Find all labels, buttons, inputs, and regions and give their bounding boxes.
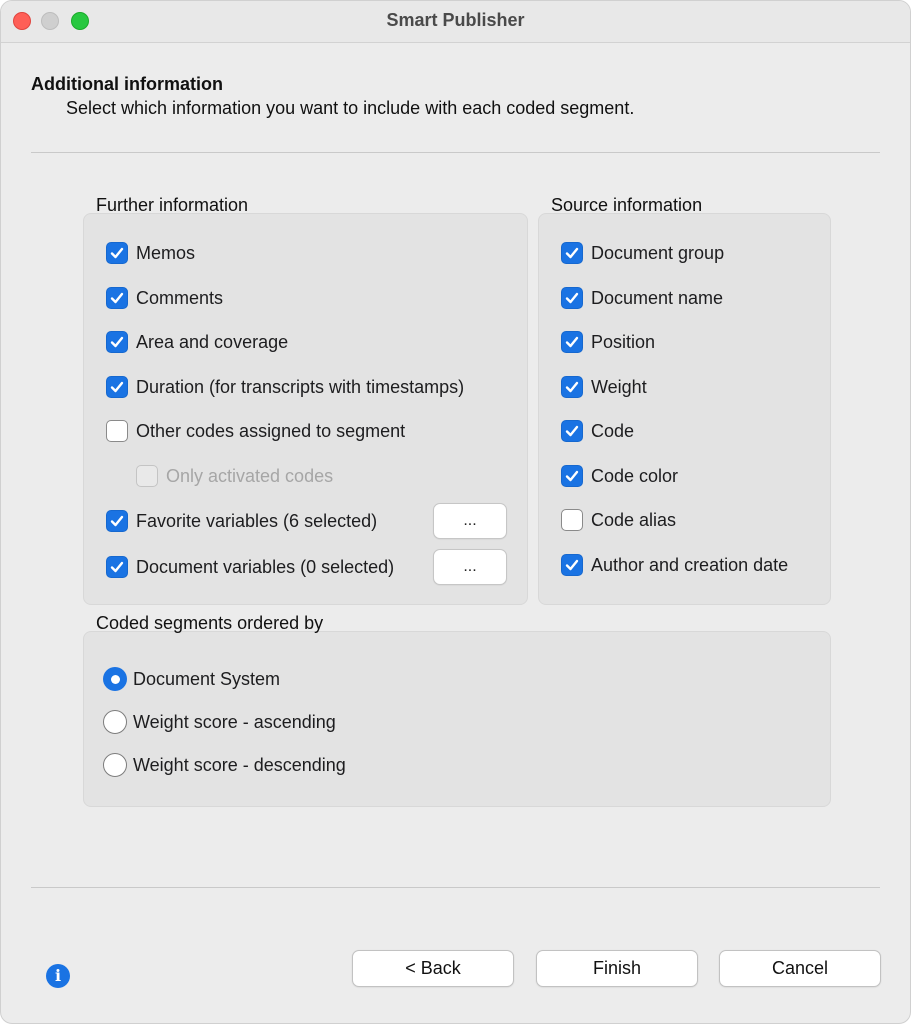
position-checkbox-row[interactable] bbox=[561, 330, 655, 354]
favorite-variables-checkbox[interactable] bbox=[106, 510, 128, 532]
area-coverage-checkbox-row[interactable] bbox=[106, 330, 288, 354]
author-creation-date-label: Author and creation date bbox=[591, 554, 789, 575]
document-variables-checkbox-row[interactable] bbox=[106, 555, 394, 579]
bottom-divider bbox=[31, 887, 880, 888]
order-weight-ascending-row[interactable] bbox=[103, 709, 336, 735]
order-weight-ascending-radio[interactable] bbox=[103, 710, 127, 734]
memos-checkbox-row[interactable] bbox=[106, 241, 195, 265]
document-name-checkbox[interactable] bbox=[561, 287, 583, 309]
position-label: Position bbox=[591, 331, 656, 352]
document-variables-more-button[interactable]: ... bbox=[433, 549, 507, 585]
other-codes-checkbox[interactable] bbox=[106, 420, 128, 442]
only-activated-codes-checkbox bbox=[136, 465, 158, 487]
further-information-title: Further information bbox=[96, 195, 249, 215]
other-codes-checkbox-row[interactable] bbox=[106, 419, 405, 443]
author-creation-date-checkbox-row[interactable] bbox=[561, 553, 788, 577]
code-checkbox-row[interactable] bbox=[561, 419, 634, 443]
area-coverage-checkbox[interactable] bbox=[106, 331, 128, 353]
code-color-checkbox[interactable] bbox=[561, 465, 583, 487]
weight-checkbox-row[interactable] bbox=[561, 375, 647, 399]
order-document-system-label: Document System bbox=[133, 668, 281, 689]
weight-checkbox[interactable] bbox=[561, 376, 583, 398]
section-description: Select which information you want to include with each coded segment. bbox=[66, 98, 635, 118]
code-alias-checkbox[interactable] bbox=[561, 509, 583, 531]
document-group-label: Document group bbox=[591, 242, 725, 263]
order-weight-descending-radio[interactable] bbox=[103, 753, 127, 777]
order-weight-descending-label: Weight score - descending bbox=[133, 754, 346, 775]
code-color-checkbox-row[interactable] bbox=[561, 464, 678, 488]
favorite-variables-checkbox-row[interactable] bbox=[106, 509, 377, 533]
code-checkbox[interactable] bbox=[561, 420, 583, 442]
document-variables-label: Document variables (0 selected) bbox=[136, 556, 395, 577]
section-heading: Additional information bbox=[31, 74, 223, 94]
memos-checkbox[interactable] bbox=[106, 242, 128, 264]
source-information-group bbox=[538, 213, 831, 605]
other-codes-label: Other codes assigned to segment bbox=[136, 420, 406, 441]
document-group-checkbox[interactable] bbox=[561, 242, 583, 264]
code-label: Code bbox=[591, 420, 635, 441]
favorite-variables-label: Favorite variables (6 selected) bbox=[136, 510, 378, 531]
document-name-checkbox-row[interactable] bbox=[561, 286, 723, 310]
code-alias-label: Code alias bbox=[591, 509, 677, 530]
order-document-system-radio[interactable] bbox=[103, 667, 127, 691]
comments-checkbox[interactable] bbox=[106, 287, 128, 309]
favorite-variables-more-button[interactable]: ... bbox=[433, 503, 507, 539]
comments-label: Comments bbox=[136, 287, 224, 308]
code-color-label: Code color bbox=[591, 465, 679, 486]
source-information-title: Source information bbox=[551, 195, 703, 215]
memos-label: Memos bbox=[136, 242, 196, 263]
duration-checkbox[interactable] bbox=[106, 376, 128, 398]
only-activated-codes-label: Only activated codes bbox=[166, 465, 334, 486]
duration-label: Duration (for transcripts with timestamps) bbox=[136, 376, 465, 397]
document-name-label: Document name bbox=[591, 287, 724, 308]
finish-button[interactable]: Finish bbox=[536, 950, 698, 987]
position-checkbox[interactable] bbox=[561, 331, 583, 353]
document-variables-checkbox[interactable] bbox=[106, 556, 128, 578]
order-weight-descending-row[interactable] bbox=[103, 752, 346, 778]
back-button[interactable]: < Back bbox=[352, 950, 514, 987]
order-document-system-row[interactable] bbox=[103, 666, 280, 692]
title-bar bbox=[1, 1, 910, 43]
author-creation-date-checkbox[interactable] bbox=[561, 554, 583, 576]
duration-checkbox-row[interactable] bbox=[106, 375, 464, 399]
comments-checkbox-row[interactable] bbox=[106, 286, 223, 310]
ordering-title: Coded segments ordered by bbox=[96, 613, 324, 633]
document-group-checkbox-row[interactable] bbox=[561, 241, 724, 265]
only-activated-codes-checkbox-row bbox=[136, 464, 333, 488]
cancel-button[interactable]: Cancel bbox=[719, 950, 881, 987]
top-divider bbox=[31, 152, 880, 153]
code-alias-checkbox-row[interactable] bbox=[561, 508, 676, 532]
further-information-group bbox=[83, 213, 528, 605]
weight-label: Weight bbox=[591, 376, 647, 397]
area-coverage-label: Area and coverage bbox=[136, 331, 289, 352]
order-weight-ascending-label: Weight score - ascending bbox=[133, 711, 336, 732]
info-icon[interactable]: i bbox=[46, 964, 70, 988]
window-title: Smart Publisher bbox=[386, 10, 525, 30]
